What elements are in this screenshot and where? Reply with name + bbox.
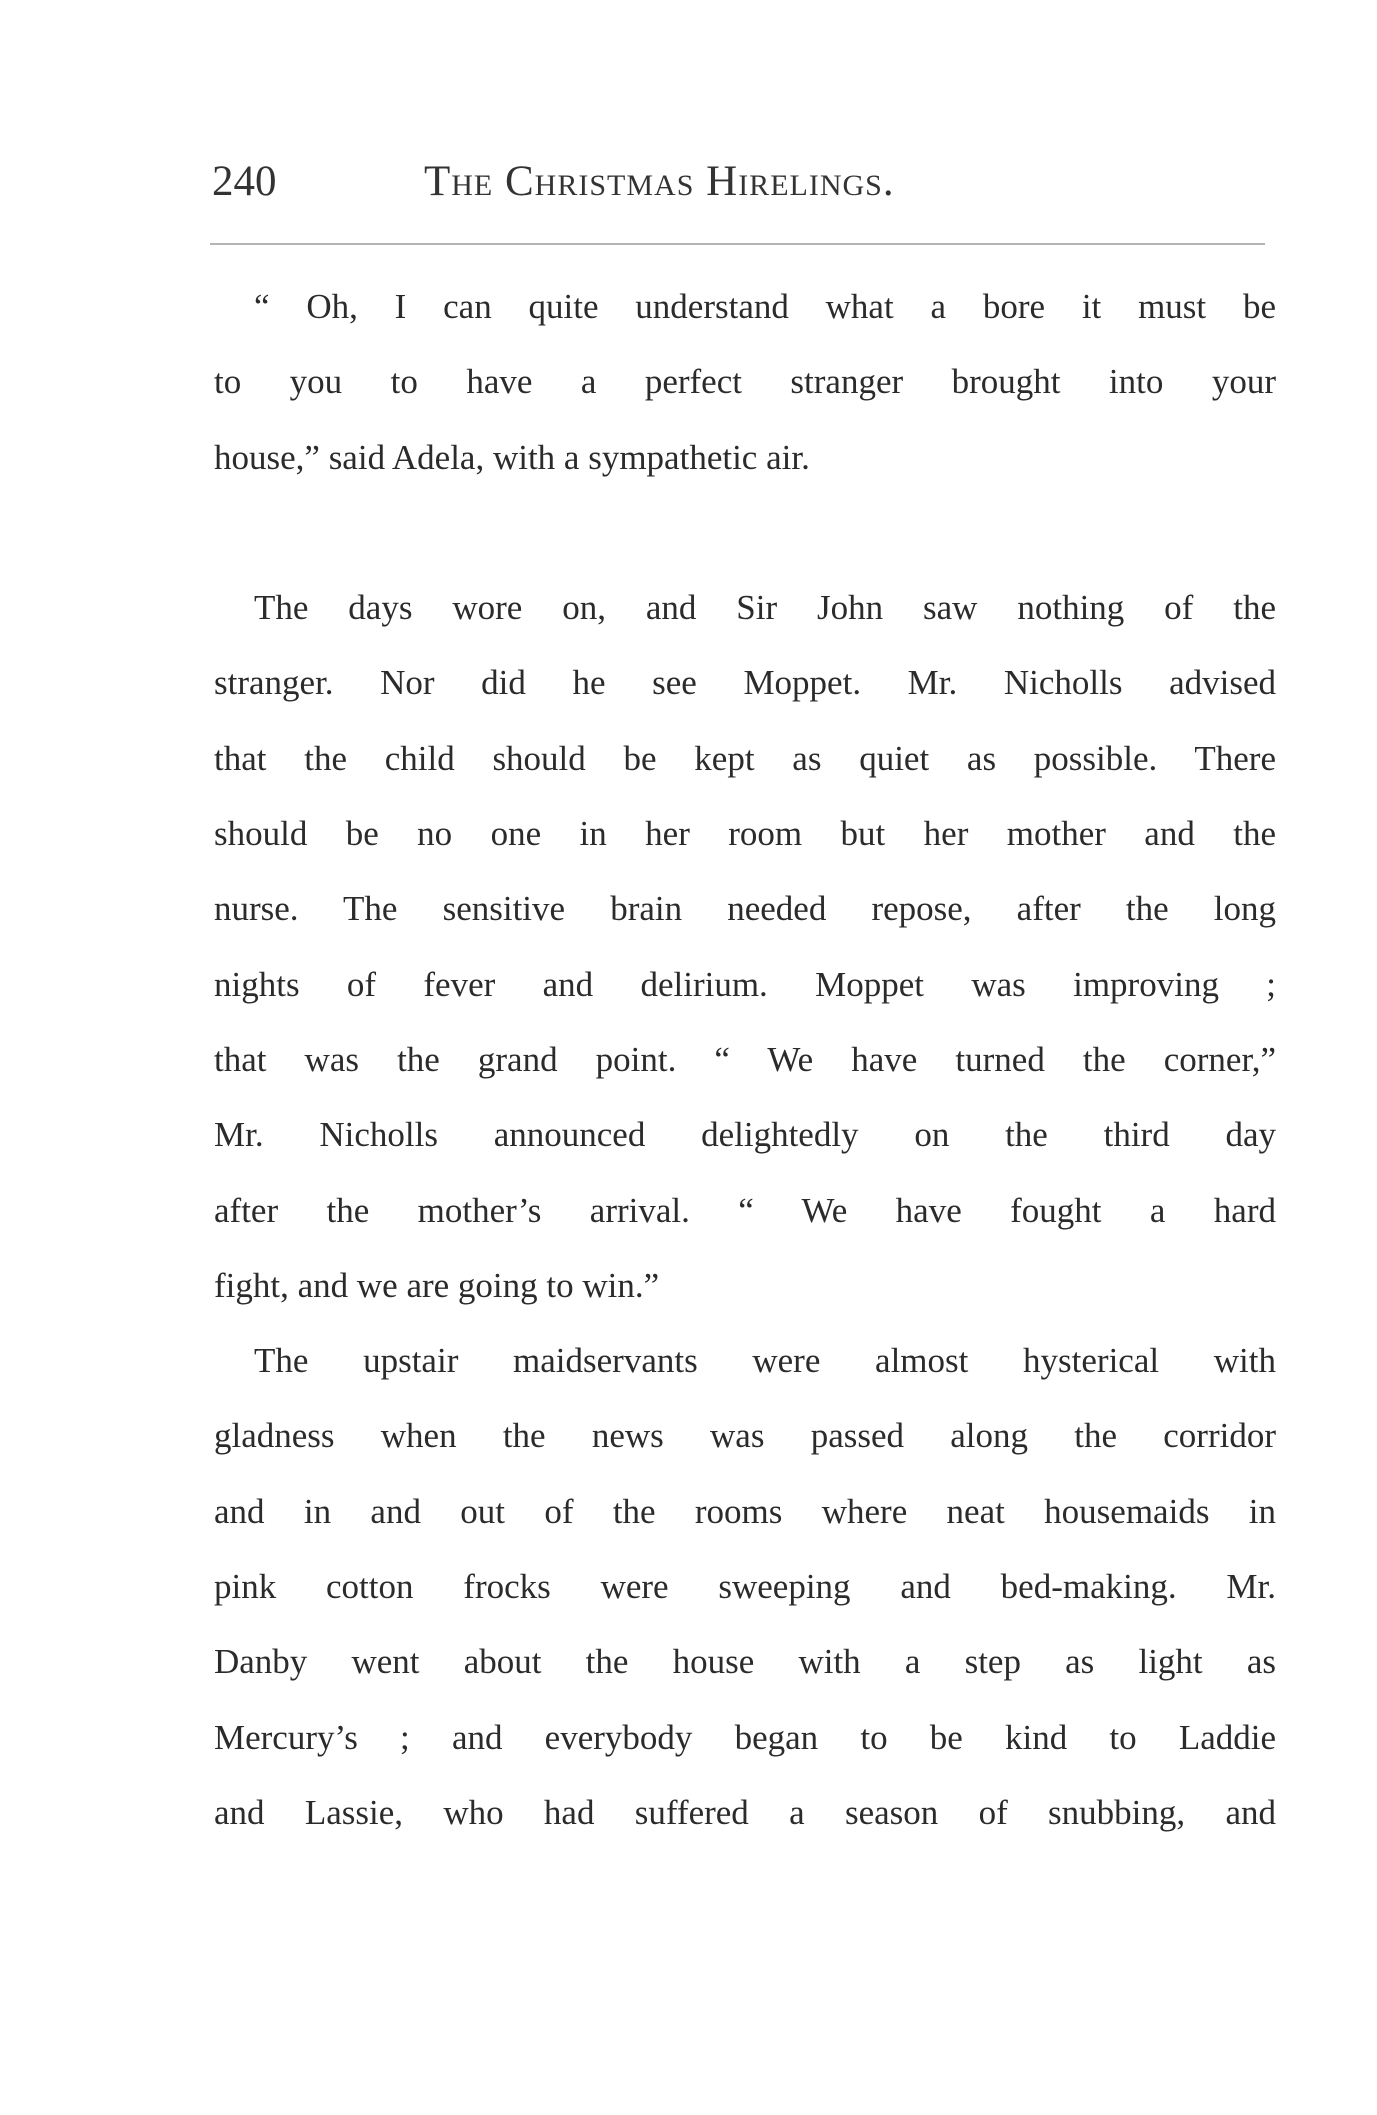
text-line: The days wore on, and Sir John saw nothing of the xyxy=(254,588,1276,628)
text-line: fight, and we are going to win.” xyxy=(214,1265,660,1305)
paragraph xyxy=(214,579,1276,1332)
text-line: and in and out of the rooms where neat housemaids in xyxy=(214,1491,1276,1531)
text-line: and Lassie, who had suffered a season of snubbing, and xyxy=(214,1792,1276,1832)
text-line: that was the grand point. “ We have turned the corner,” xyxy=(214,1039,1276,1079)
paragraph xyxy=(214,278,1276,504)
body-text xyxy=(214,278,1276,1859)
text-line: nurse. The sensitive brain needed repose, after the long xyxy=(214,889,1276,929)
text-line: that the child should be kept as quiet as possible. There xyxy=(214,738,1276,778)
text-line: Mr. Nicholls announced delightedly on the third day xyxy=(214,1115,1276,1155)
text-line: The upstair maidservants were almost hysterical with xyxy=(254,1341,1276,1381)
text-line: “ Oh, I can quite understand what a bore it must be xyxy=(254,287,1276,326)
text-line: house,” said Adela, with a sympathetic air. xyxy=(214,437,810,477)
page-number: 240 xyxy=(212,158,277,205)
text-line: should be no one in her room but her mother and the xyxy=(214,814,1276,854)
text-line: stranger. Nor did he see Moppet. Mr. Nicholls advised xyxy=(214,663,1276,703)
paragraph xyxy=(214,1332,1276,1859)
text-line: Mercury’s ; and everybody began to be kind to Laddie xyxy=(214,1717,1276,1757)
text-line: gladness when the news was passed along the corridor xyxy=(214,1416,1276,1456)
running-title: The Christmas Hirelings. xyxy=(424,158,895,205)
text-line: nights of fever and delirium. Moppet was improving ; xyxy=(214,964,1276,1004)
text-line: after the mother’s arrival. “ We have fought a hard xyxy=(214,1190,1276,1230)
page-header xyxy=(212,152,1280,212)
text-line: pink cotton frocks were sweeping and bed-making. Mr. xyxy=(214,1567,1276,1607)
paragraph-gap xyxy=(214,504,1276,579)
text-line: Danby went about the house with a step as light as xyxy=(214,1642,1276,1682)
header-rule xyxy=(210,243,1265,245)
text-line: to you to have a perfect stranger brought into your xyxy=(214,362,1276,402)
